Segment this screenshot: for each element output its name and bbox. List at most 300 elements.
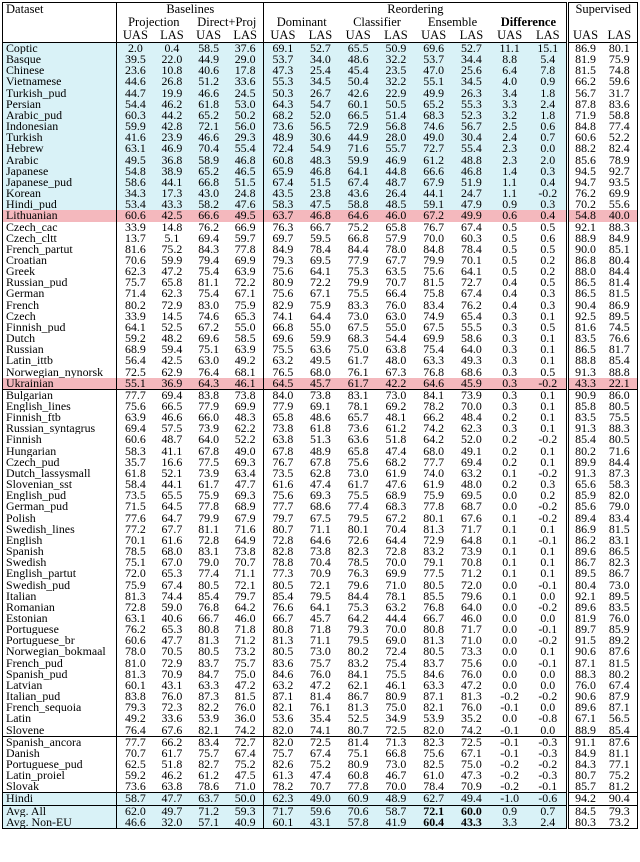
score-cell: 64.3 <box>190 378 227 390</box>
score-cell: 48.3 <box>234 412 256 424</box>
dataset-name: German <box>6 288 45 300</box>
header-empty <box>3 16 117 29</box>
score-cell: 50.4 <box>339 76 377 87</box>
score-cell: 58.2 <box>190 199 227 210</box>
score-cell: 48.6 <box>339 54 377 65</box>
score-cell: 83.4 <box>423 299 445 311</box>
score-cell: -0.1 <box>500 747 520 759</box>
score-cell: 47.5 <box>302 199 340 210</box>
score-cell: 85.4 <box>264 591 302 602</box>
table-row <box>3 646 638 657</box>
score-cell: 36.8 <box>154 155 191 166</box>
table-row <box>3 266 638 277</box>
score-cell: 2.0 <box>529 155 568 166</box>
score-cell: 54.8 <box>117 166 154 177</box>
header-las: LAS <box>154 29 191 43</box>
score-cell: 50.9 <box>377 43 415 55</box>
score-cell: 54.4 <box>385 333 407 345</box>
score-cell: 66.8 <box>264 322 302 333</box>
score-cell: 83.2 <box>423 546 445 558</box>
dataset-name: Estonian <box>6 612 48 625</box>
dataset-name: Slovak <box>6 781 40 793</box>
score-cell: 50.3 <box>264 88 302 99</box>
score-cell: 61.0 <box>423 770 445 782</box>
score-cell: 0.5 <box>540 277 556 289</box>
score-cell: 30.4 <box>453 132 491 143</box>
score-cell: 83.1 <box>608 534 630 547</box>
score-cell: 89.6 <box>568 702 602 713</box>
score-cell: 81.5 <box>608 523 630 535</box>
dataset-name: Finnish_ftb <box>6 412 61 424</box>
score-cell: 79.6 <box>461 590 482 602</box>
score-cell: 83.7 <box>423 657 445 669</box>
score-cell: 64.9 <box>234 534 256 547</box>
score-cell: 75.5 <box>347 288 369 300</box>
score-cell: 80.2 <box>608 668 630 680</box>
score-cell: 75.7 <box>234 657 256 669</box>
score-cell: 84.4 <box>608 456 630 468</box>
score-cell: 63.0 <box>385 310 407 322</box>
score-cell: 63.5 <box>385 266 407 278</box>
score-cell: 0.1 <box>502 534 518 547</box>
score-cell: 92.5 <box>568 311 602 322</box>
score-cell: 55.0 <box>234 321 256 334</box>
score-cell: 65.3 <box>161 624 183 636</box>
score-cell: 75.6 <box>423 266 445 278</box>
score-cell: 76.2 <box>568 188 602 199</box>
score-cell: 80.7 <box>264 524 302 535</box>
score-cell: 0.1 <box>540 423 556 435</box>
score-cell: 52.0 <box>302 110 340 121</box>
score-cell: 63.8 <box>385 344 407 356</box>
score-cell: 73.9 <box>453 389 491 401</box>
score-cell: 81.3 <box>423 635 445 647</box>
score-cell: 70.0 <box>385 624 407 636</box>
score-cell: 0.4 <box>529 177 568 188</box>
dataset-name: Coptic <box>3 43 117 55</box>
score-cell: 73.0 <box>608 579 630 591</box>
score-cell: 88.9 <box>568 725 602 737</box>
score-cell: 42.5 <box>154 210 191 221</box>
score-cell: 0.0 <box>529 143 568 154</box>
score-cell: 61.8 <box>190 99 227 110</box>
score-cell: 17.8 <box>227 65 264 76</box>
score-cell: 76.7 <box>423 221 445 233</box>
score-cell: 81.3 <box>117 669 154 680</box>
header-supervised-blank <box>568 16 638 29</box>
score-cell: 82.3 <box>415 736 453 748</box>
score-cell: 81.3 <box>423 523 445 535</box>
score-cell: 69.9 <box>423 333 445 345</box>
score-cell: 76.1 <box>347 366 369 378</box>
score-cell: 0.3 <box>502 333 518 345</box>
score-cell: 14.5 <box>161 310 183 322</box>
score-cell: 75.6 <box>423 747 445 759</box>
score-cell: 0.0 <box>540 590 556 602</box>
score-cell: 80.8 <box>198 624 220 636</box>
score-cell: 69.5 <box>310 254 331 267</box>
table-row <box>3 513 638 524</box>
score-cell: 70.7 <box>234 557 256 569</box>
score-cell: 34.5 <box>302 76 340 87</box>
score-cell: 0.3 <box>529 199 568 210</box>
score-cell: 72.7 <box>415 143 453 154</box>
score-cell: 64.1 <box>461 266 482 278</box>
score-cell: 78.0 <box>385 243 407 255</box>
score-cell: 80.1 <box>602 43 638 55</box>
score-cell: 67.8 <box>198 445 220 457</box>
score-cell: 46.7 <box>385 770 407 782</box>
score-cell: 43.3 <box>154 199 191 210</box>
table-row <box>3 759 638 770</box>
score-cell: 0.0 <box>502 646 518 658</box>
score-cell: 67.0 <box>161 557 183 569</box>
score-cell: 60.1 <box>117 680 154 691</box>
score-cell: 72.8 <box>117 602 154 613</box>
score-cell: 75.6 <box>264 266 302 277</box>
score-cell: 78.4 <box>310 243 331 255</box>
score-cell: 75.2 <box>608 770 630 782</box>
score-cell: 75.9 <box>310 299 331 311</box>
score-cell: 80.9 <box>385 691 407 703</box>
score-cell: 80.5 <box>264 646 302 657</box>
score-cell: 43.3 <box>453 817 491 829</box>
score-cell: 63.7 <box>190 793 227 805</box>
score-cell: 44.1 <box>154 177 191 188</box>
score-cell: 68.2 <box>264 110 302 121</box>
score-cell: 71.1 <box>234 568 256 580</box>
header-row-metrics <box>3 29 638 43</box>
score-cell: 75.6 <box>117 401 154 412</box>
score-cell: 5.4 <box>529 54 568 65</box>
dataset-name: Turkish <box>3 132 117 143</box>
score-cell: 78.1 <box>385 590 407 602</box>
table-row <box>3 121 638 132</box>
score-cell: 89.5 <box>608 310 630 322</box>
score-cell: 81.1 <box>198 277 220 289</box>
score-cell: 53.9 <box>198 713 220 725</box>
score-cell: 88.9 <box>568 233 602 244</box>
score-cell: 71.6 <box>608 445 630 457</box>
score-cell: 0.3 <box>502 423 518 435</box>
score-cell: 80.7 <box>568 770 602 781</box>
score-cell: 76.3 <box>264 222 302 233</box>
score-cell: -0.8 <box>538 713 558 725</box>
score-cell: 14.8 <box>161 221 183 233</box>
score-cell: 73.5 <box>117 490 154 501</box>
score-cell: 84.0 <box>264 389 302 401</box>
score-cell: 86.5 <box>568 288 602 299</box>
score-cell: 49.5 <box>310 355 331 367</box>
score-cell: 81.5 <box>608 288 630 300</box>
score-cell: 70.8 <box>461 557 482 569</box>
score-cell: 0.1 <box>502 512 518 524</box>
score-cell: 41.9 <box>377 817 415 829</box>
score-cell: 81.0 <box>117 658 154 669</box>
dataset-name: Portuguese <box>6 624 59 636</box>
score-cell: 76.8 <box>423 366 445 378</box>
score-cell: -0.2 <box>529 378 568 390</box>
score-cell: 65.8 <box>161 277 183 289</box>
header-las: LAS <box>302 29 340 43</box>
score-cell: 74.4 <box>161 590 183 602</box>
score-cell: 0.3 <box>502 321 518 334</box>
dataset-name: Polish <box>6 512 36 524</box>
score-cell: 23.5 <box>377 65 415 76</box>
score-cell: 72.8 <box>385 546 407 558</box>
score-cell: 0.1 <box>540 344 556 356</box>
dataset-name: Latin <box>6 713 32 725</box>
score-cell: 72.5 <box>302 736 340 748</box>
score-cell: 69.1 <box>310 401 331 413</box>
score-cell: 77.7 <box>423 456 445 468</box>
score-cell: 88.3 <box>568 669 602 680</box>
score-cell: 53.7 <box>264 54 302 65</box>
score-cell: 76.2 <box>117 624 154 635</box>
table-row <box>3 770 638 781</box>
score-cell: 2.5 <box>490 121 529 132</box>
header-classifier: Classifier <box>353 16 401 29</box>
dataset-name: Chinese <box>3 65 117 76</box>
header-las: LAS <box>602 29 638 43</box>
table-row <box>3 155 638 166</box>
score-cell: 60.0 <box>453 805 491 817</box>
score-cell: 82.7 <box>198 759 220 771</box>
score-cell: 83.4 <box>608 512 630 524</box>
score-cell: 23.6 <box>117 65 154 76</box>
score-cell: 74.5 <box>608 321 630 334</box>
score-cell: 54.7 <box>302 99 340 110</box>
score-cell: 44.8 <box>377 166 415 177</box>
dataset-name: Finnish <box>6 434 42 446</box>
score-cell: 73.0 <box>310 646 331 658</box>
score-cell: 78.2 <box>423 401 445 413</box>
score-cell: 79.4 <box>198 254 220 267</box>
score-cell: 63.2 <box>385 601 407 613</box>
score-cell: 72.0 <box>461 579 482 591</box>
score-cell: 64.4 <box>310 310 331 322</box>
score-cell: 75.9 <box>234 299 256 311</box>
score-cell: 86.2 <box>568 535 602 546</box>
score-cell: 42.6 <box>339 88 377 99</box>
score-cell: 44.6 <box>117 76 154 87</box>
score-cell: 30.6 <box>302 132 340 143</box>
score-cell: 63.4 <box>234 467 256 480</box>
score-cell: 0.1 <box>540 412 556 424</box>
score-cell: 29.3 <box>227 132 264 143</box>
score-cell: 66.7 <box>198 612 220 625</box>
score-cell: 49.2 <box>117 713 154 724</box>
score-cell: 83.8 <box>117 691 154 702</box>
score-cell: 82.3 <box>347 546 369 558</box>
score-cell: 61.7 <box>198 479 220 491</box>
score-cell: 75.5 <box>608 412 630 424</box>
score-cell: 46.8 <box>227 155 264 166</box>
score-cell: 51.8 <box>385 434 407 446</box>
score-cell: 71.8 <box>234 624 256 636</box>
score-cell: 70.0 <box>385 781 407 793</box>
table-row <box>3 132 638 143</box>
score-cell: 62.0 <box>117 805 154 817</box>
score-cell: 84.1 <box>415 389 453 401</box>
score-cell: 78.4 <box>461 243 482 255</box>
dataset-name: Norwegian_nynorsk <box>6 366 104 378</box>
score-cell: 15.1 <box>529 43 568 55</box>
table-row <box>3 222 638 233</box>
score-cell: 76.0 <box>568 680 602 691</box>
score-cell: 53.4 <box>117 199 154 210</box>
score-cell: 51.4 <box>377 110 415 121</box>
score-cell: 75.5 <box>385 668 407 680</box>
score-cell: 47.7 <box>161 635 183 647</box>
score-cell: 77.9 <box>198 401 220 413</box>
dataset-name: French_pud <box>6 657 63 669</box>
score-cell: 0.3 <box>502 310 518 322</box>
score-cell: 0.1 <box>540 401 556 413</box>
score-cell: 34.0 <box>302 54 340 65</box>
score-cell: 64.1 <box>310 601 331 613</box>
table-row <box>3 311 638 322</box>
table-row <box>3 300 638 311</box>
score-cell: 22.0 <box>154 54 191 65</box>
score-cell: 79.3 <box>117 702 154 713</box>
score-cell: 0.0 <box>540 612 556 625</box>
score-cell: 75.0 <box>385 702 407 714</box>
score-cell: 67.2 <box>198 321 220 334</box>
score-cell: 75.5 <box>347 490 369 502</box>
score-cell: 64.1 <box>339 166 377 177</box>
score-cell: 60.6 <box>568 132 602 143</box>
score-cell: 85.9 <box>568 490 602 501</box>
score-cell: 83.1 <box>198 546 220 558</box>
score-cell: 77.5 <box>198 456 220 468</box>
score-cell: 52.5 <box>161 321 183 334</box>
score-cell: 63.3 <box>423 355 445 367</box>
score-cell: 0.0 <box>540 724 556 737</box>
score-cell: 65.3 <box>161 568 183 580</box>
score-cell: 75.7 <box>198 747 220 759</box>
score-cell: 71.2 <box>190 805 227 817</box>
score-cell: 71.7 <box>461 523 482 535</box>
score-cell: 0.2 <box>540 266 556 278</box>
score-cell: 66.6 <box>190 210 227 221</box>
score-cell: 88.3 <box>608 423 630 435</box>
score-cell: 86.7 <box>568 557 602 568</box>
table-row <box>3 143 638 154</box>
score-cell: 86.9 <box>608 299 630 311</box>
score-cell: 58.3 <box>608 479 630 491</box>
score-cell: 52.5 <box>347 713 369 725</box>
score-cell: 67.1 <box>568 713 602 724</box>
score-cell: 73.9 <box>461 546 482 558</box>
score-cell: 0.3 <box>540 288 556 300</box>
score-cell: 74.8 <box>602 65 638 76</box>
score-cell: 67.4 <box>608 679 630 692</box>
score-cell: 16.6 <box>161 456 183 468</box>
score-cell: 76.4 <box>117 725 154 737</box>
score-cell: 49.7 <box>154 805 191 817</box>
score-cell: 0.6 <box>540 232 556 244</box>
score-cell: 33.6 <box>161 713 183 725</box>
score-cell: 46.9 <box>154 143 191 154</box>
score-cell: 69.4 <box>461 456 482 468</box>
score-cell: 35.2 <box>461 713 482 725</box>
score-cell: 89.2 <box>608 635 630 647</box>
score-cell: 65.5 <box>161 490 183 502</box>
score-cell: 81.4 <box>339 736 377 748</box>
score-cell: 43.3 <box>568 378 602 390</box>
score-cell: 59.9 <box>161 254 183 267</box>
score-cell: 1.8 <box>529 88 568 99</box>
score-cell: 47.4 <box>310 770 331 782</box>
score-cell: 83.6 <box>602 99 638 110</box>
score-cell: 72.4 <box>385 646 407 658</box>
table-row <box>3 680 638 691</box>
score-cell: 46.8 <box>302 166 340 177</box>
score-cell: 55.1 <box>117 378 154 390</box>
score-cell: 77.4 <box>602 121 638 132</box>
score-cell: 0.5 <box>502 254 518 267</box>
score-cell: 59.2 <box>117 333 154 344</box>
score-cell: 79.7 <box>264 513 302 524</box>
score-cell: 46.2 <box>161 770 183 782</box>
score-cell: 0.0 <box>502 679 518 692</box>
score-cell: 73.8 <box>302 389 340 401</box>
dataset-name: Hebrew <box>3 143 117 154</box>
score-cell: 82.5 <box>423 759 445 771</box>
score-cell: 75.1 <box>198 344 220 356</box>
score-cell: 75.2 <box>347 221 369 233</box>
table-row <box>3 479 638 490</box>
dataset-name: English_partut <box>6 568 77 580</box>
score-cell: 90.4 <box>602 793 638 805</box>
dataset-name: Italian_pud <box>6 691 61 703</box>
score-cell: 69.7 <box>264 233 302 244</box>
score-cell: 89.9 <box>568 457 602 468</box>
score-cell: 67.2 <box>385 512 407 524</box>
score-cell: 76.0 <box>461 668 482 680</box>
score-cell: 34.9 <box>385 713 407 725</box>
score-cell: 35.4 <box>310 713 331 725</box>
score-cell: 42.8 <box>154 121 191 132</box>
score-cell: 72.8 <box>264 535 302 546</box>
dataset-name: Persian <box>3 99 117 110</box>
score-cell: 75.6 <box>264 490 302 501</box>
score-cell: 61.2 <box>385 423 407 435</box>
header-row-methods <box>3 16 638 29</box>
score-cell: 76.2 <box>198 221 220 233</box>
score-cell: 0.2 <box>540 254 556 267</box>
score-cell: 76.4 <box>198 366 220 378</box>
score-cell: 81.6 <box>568 322 602 333</box>
score-cell: 87.3 <box>198 691 220 703</box>
score-cell: 38.9 <box>154 166 191 177</box>
score-cell: 25.4 <box>302 65 340 76</box>
score-cell: -0.3 <box>538 747 558 759</box>
score-cell: 64.6 <box>339 210 377 221</box>
score-cell: 89.5 <box>568 568 602 579</box>
score-cell: 40.6 <box>161 612 183 625</box>
score-cell: 10.8 <box>154 65 191 76</box>
score-cell: -0.2 <box>538 467 558 480</box>
score-cell: 69.9 <box>385 568 407 580</box>
score-cell: 74.2 <box>461 724 482 737</box>
score-cell: 58.4 <box>117 479 154 490</box>
score-cell: 69.5 <box>461 490 482 502</box>
header-row-groups <box>3 3 638 17</box>
score-cell: 81.9 <box>568 54 602 65</box>
score-cell: 75.9 <box>117 580 154 591</box>
